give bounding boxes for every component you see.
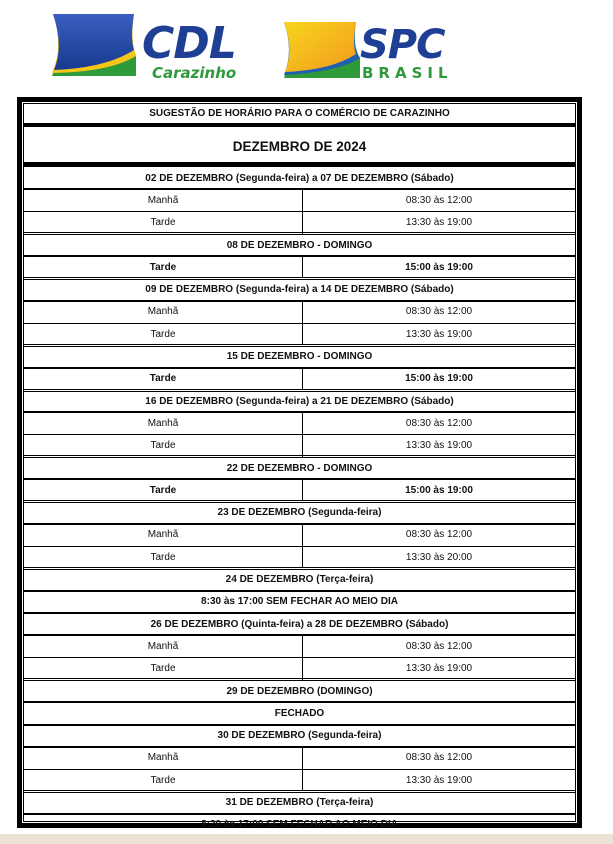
schedule-header-text: 8:30 às 17:00 SEM FECHAR AO MEIO DIA: [201, 819, 398, 831]
schedule-header-text: 8:30 às 17:00 SEM FECHAR AO MEIO DIA: [201, 596, 398, 608]
period-label: Tarde: [24, 769, 303, 791]
period-label: Manhã: [24, 635, 303, 657]
period-label: Tarde: [24, 435, 303, 457]
schedule-header-text: 29 DE DEZEMBRO (DOMINGO): [226, 685, 373, 697]
schedule-time-row: [24, 747, 575, 769]
schedule-header-row: [24, 502, 575, 524]
schedule-header-text: 23 DE DEZEMBRO (Segunda-feira): [217, 507, 382, 519]
logo-bar: [0, 0, 613, 92]
schedule-header-row: [24, 390, 575, 412]
period-time: 13:30 às 19:00: [405, 774, 473, 786]
period-label: Tarde: [24, 323, 303, 345]
period-time: 08:30 às 12:00: [405, 640, 473, 652]
schedule-header-text: 22 DE DEZEMBRO - DOMINGO: [226, 462, 373, 474]
schedule-header-text: 08 DE DEZEMBRO - DOMINGO: [226, 239, 373, 251]
schedule-header-row: [24, 457, 575, 479]
schedule-header-text: FECHADO: [274, 707, 325, 719]
schedule-time-row: [24, 323, 575, 345]
period-label: Tarde: [24, 212, 303, 234]
schedule-header-row: [24, 680, 575, 702]
period-label: Tarde: [24, 546, 303, 568]
schedule-header-row: [24, 591, 575, 613]
month-title-text: DEZEMBRO DE 2024: [232, 138, 367, 154]
period-time: 13:30 às 19:00: [405, 663, 473, 675]
schedule-header-text: 31 DE DEZEMBRO (Terça-feira): [225, 797, 374, 809]
schedule-time-row: [24, 412, 575, 434]
spc-logo-text: SPC: [360, 22, 445, 68]
schedule-time-row: [24, 301, 575, 323]
spc-brasil-logo: [282, 18, 453, 82]
schedule-header-row: [24, 791, 575, 813]
schedule-header-text: 30 DE DEZEMBRO (Segunda-feira): [217, 730, 382, 742]
schedule-header-text: 02 DE DEZEMBRO (Segunda-feira) a 07 DE DEZEMBRO (Sábado): [145, 172, 454, 184]
period-label: Manhã: [24, 747, 303, 769]
schedule-time-row: [24, 212, 575, 234]
period-label: Tarde: [24, 256, 303, 278]
period-label: Manhã: [24, 301, 303, 323]
period-label: Tarde: [24, 658, 303, 680]
schedule-header-text: 09 DE DEZEMBRO (Segunda-feira) a 14 DE DEZEMBRO (Sábado): [145, 284, 454, 296]
period-time: 08:30 às 12:00: [405, 417, 473, 429]
schedule-time-row: [24, 546, 575, 568]
cdl-logo-subtext: Carazinho: [152, 64, 237, 82]
schedule-time-row: [24, 635, 575, 657]
schedule-header-text: 26 DE DEZEMBRO (Quinta-feira) a 28 DE DEZEMBRO (Sábado): [150, 618, 449, 630]
period-time: 08:30 às 12:00: [405, 194, 473, 206]
period-time: 13:30 às 19:00: [405, 217, 473, 229]
schedule-header-text: 24 DE DEZEMBRO (Terça-feira): [225, 574, 374, 586]
schedule-time-row: [24, 189, 575, 211]
cdl-flag-icon: [50, 10, 140, 82]
schedule-table: [17, 97, 582, 831]
schedule-header-row: [24, 702, 575, 724]
schedule-time-row: [24, 769, 575, 791]
cdl-carazinho-logo: [50, 10, 237, 82]
period-label: Tarde: [24, 368, 303, 390]
period-label: Manhã: [24, 412, 303, 434]
schedule-header-row: [24, 568, 575, 590]
schedule-header-row: [24, 613, 575, 635]
period-time: 15:00 às 19:00: [405, 484, 473, 496]
schedule-time-row: [24, 524, 575, 546]
schedule-header-row: [24, 725, 575, 747]
period-time: 08:30 às 12:00: [405, 306, 473, 318]
period-label: Manhã: [24, 189, 303, 211]
schedule-header-row: [24, 814, 575, 836]
schedule-table-inner: [23, 103, 576, 831]
document-heading-text: SUGESTÃO DE HORÁRIO PARA O COMÉRCIO DE CARAZINHO: [149, 108, 450, 119]
period-time: 15:00 às 19:00: [405, 373, 473, 385]
schedule-time-row: [24, 256, 575, 278]
schedule-header-row: [24, 279, 575, 301]
period-label: Manhã: [24, 524, 303, 546]
spc-flag-icon: [282, 18, 362, 82]
schedule-time-row: [24, 368, 575, 390]
schedule-header-row: [24, 234, 575, 256]
schedule-header-row: [24, 345, 575, 367]
period-time: 08:30 às 12:00: [405, 529, 473, 541]
divider: [24, 123, 575, 127]
period-time: 13:30 às 19:00: [405, 440, 473, 452]
period-time: 13:30 às 20:00: [405, 551, 473, 563]
month-title: [24, 128, 575, 164]
period-time: 13:30 às 19:00: [405, 328, 473, 340]
document-heading: [24, 104, 575, 123]
schedule-time-row: [24, 435, 575, 457]
spc-logo-subtext: BRASIL: [362, 64, 453, 82]
schedule-header-text: 15 DE DEZEMBRO - DOMINGO: [226, 351, 373, 363]
schedule-header-text: 16 DE DEZEMBRO (Segunda-feira) a 21 DE DEZEMBRO (Sábado): [145, 395, 454, 407]
schedule-time-row: [24, 479, 575, 501]
schedule-time-row: [24, 658, 575, 680]
period-time: 08:30 às 12:00: [405, 752, 473, 764]
page-bottom-background: [0, 834, 613, 844]
period-time: 15:00 às 19:00: [405, 261, 473, 273]
schedule-header-row: [24, 167, 575, 189]
period-label: Tarde: [24, 479, 303, 501]
cdl-logo-text: CDL: [142, 18, 236, 69]
